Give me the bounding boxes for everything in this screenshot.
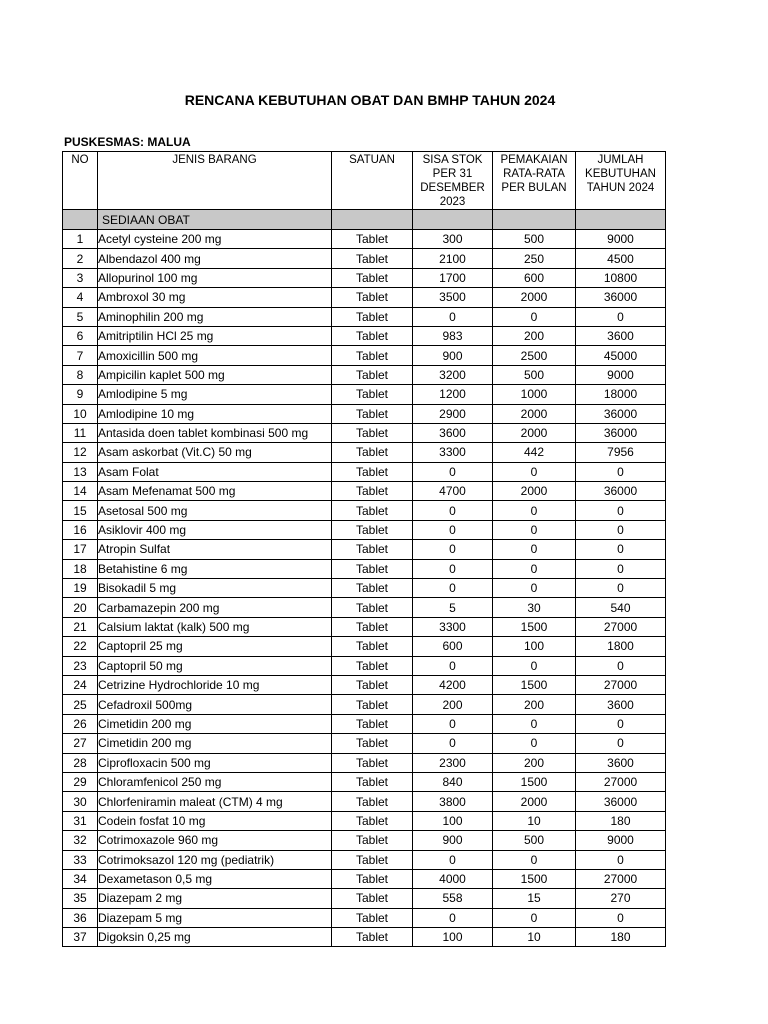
cell-satuan: Tablet	[332, 908, 413, 927]
table-row	[63, 482, 666, 501]
table-row	[63, 617, 666, 636]
cell-satuan: Tablet	[332, 617, 413, 636]
table-row	[63, 831, 666, 850]
cell-pemakaian: 1500	[493, 772, 576, 791]
cell-jumlah-kebutuhan: 4500	[576, 249, 666, 268]
cell-jumlah-kebutuhan: 0	[576, 501, 666, 520]
table-row	[63, 734, 666, 753]
cell-jumlah-kebutuhan: 0	[576, 908, 666, 927]
cell-sisa-stok: 0	[413, 908, 493, 927]
cell-name: Albendazol 400 mg	[98, 249, 332, 268]
cell-name: Cimetidin 200 mg	[98, 734, 332, 753]
table-row	[63, 928, 666, 947]
cell-name: Antasida doen tablet kombinasi 500 mg	[98, 423, 332, 442]
section-label: SEDIAAN OBAT	[98, 210, 332, 230]
cell-no: 19	[63, 579, 98, 598]
table-row	[63, 326, 666, 345]
cell-sisa-stok: 0	[413, 734, 493, 753]
cell-satuan: Tablet	[332, 753, 413, 772]
cell-no: 36	[63, 908, 98, 927]
cell-sisa-stok: 900	[413, 831, 493, 850]
cell-no: 14	[63, 482, 98, 501]
cell-satuan: Tablet	[332, 850, 413, 869]
cell-name: Amoxicillin 500 mg	[98, 346, 332, 365]
cell-jumlah-kebutuhan: 7956	[576, 443, 666, 462]
cell-sisa-stok: 100	[413, 928, 493, 947]
cell-no: 17	[63, 540, 98, 559]
cell-name: Cetrizine Hydrochloride 10 mg	[98, 675, 332, 694]
cell-pemakaian: 1500	[493, 617, 576, 636]
cell-sisa-stok: 2300	[413, 753, 493, 772]
cell-name: Ciprofloxacin 500 mg	[98, 753, 332, 772]
cell-no: 7	[63, 346, 98, 365]
table-row	[63, 230, 666, 249]
cell-sisa-stok: 0	[413, 307, 493, 326]
cell-pemakaian: 2000	[493, 482, 576, 501]
cell-satuan: Tablet	[332, 928, 413, 947]
cell-no: 8	[63, 365, 98, 384]
cell-no: 21	[63, 617, 98, 636]
table-row	[63, 346, 666, 365]
cell-pemakaian: 2000	[493, 404, 576, 423]
cell-name: Diazepam 5 mg	[98, 908, 332, 927]
cell-no: 10	[63, 404, 98, 423]
cell-name: Codein fosfat 10 mg	[98, 811, 332, 830]
table-row	[63, 598, 666, 617]
cell-pemakaian: 2500	[493, 346, 576, 365]
cell-name: Asam askorbat (Vit.C) 50 mg	[98, 443, 332, 462]
cell-satuan: Tablet	[332, 831, 413, 850]
cell-jumlah-kebutuhan: 0	[576, 579, 666, 598]
cell-name: Cimetidin 200 mg	[98, 714, 332, 733]
cell-jumlah-kebutuhan: 0	[576, 520, 666, 539]
cell-name: Asam Folat	[98, 462, 332, 481]
cell-pemakaian: 500	[493, 230, 576, 249]
table-row	[63, 908, 666, 927]
cell-satuan: Tablet	[332, 404, 413, 423]
cell-sisa-stok: 3500	[413, 288, 493, 307]
cell-sisa-stok: 0	[413, 540, 493, 559]
cell-name: Amlodipine 10 mg	[98, 404, 332, 423]
table-row	[63, 792, 666, 811]
cell-sisa-stok: 4700	[413, 482, 493, 501]
cell-sisa-stok: 600	[413, 637, 493, 656]
table-row	[63, 249, 666, 268]
table-row	[63, 462, 666, 481]
cell-sisa-stok: 900	[413, 346, 493, 365]
cell-no: 16	[63, 520, 98, 539]
cell-satuan: Tablet	[332, 772, 413, 791]
cell-jumlah-kebutuhan: 270	[576, 889, 666, 908]
cell-satuan: Tablet	[332, 326, 413, 345]
cell-satuan: Tablet	[332, 520, 413, 539]
cell-pemakaian: 500	[493, 831, 576, 850]
header-jenis-barang: JENIS BARANG	[98, 152, 332, 210]
cell-jumlah-kebutuhan: 0	[576, 540, 666, 559]
cell-pemakaian: 200	[493, 695, 576, 714]
cell-sisa-stok: 0	[413, 579, 493, 598]
cell-name: Diazepam 2 mg	[98, 889, 332, 908]
drug-requirements-table	[62, 151, 666, 947]
header-no: NO	[63, 152, 98, 210]
cell-pemakaian: 0	[493, 579, 576, 598]
cell-no: 22	[63, 637, 98, 656]
cell-no: 9	[63, 385, 98, 404]
cell-satuan: Tablet	[332, 346, 413, 365]
cell-jumlah-kebutuhan: 9000	[576, 831, 666, 850]
section-empty-cell	[576, 210, 666, 230]
cell-sisa-stok: 3200	[413, 365, 493, 384]
cell-jumlah-kebutuhan: 540	[576, 598, 666, 617]
table-row	[63, 365, 666, 384]
cell-jumlah-kebutuhan: 0	[576, 734, 666, 753]
cell-sisa-stok: 0	[413, 656, 493, 675]
cell-name: Asam Mefenamat 500 mg	[98, 482, 332, 501]
cell-jumlah-kebutuhan: 27000	[576, 772, 666, 791]
section-empty-cell	[413, 210, 493, 230]
table-row	[63, 772, 666, 791]
cell-sisa-stok: 558	[413, 889, 493, 908]
cell-jumlah-kebutuhan: 0	[576, 307, 666, 326]
cell-no: 28	[63, 753, 98, 772]
cell-sisa-stok: 100	[413, 811, 493, 830]
cell-satuan: Tablet	[332, 443, 413, 462]
cell-sisa-stok: 2900	[413, 404, 493, 423]
cell-pemakaian: 1500	[493, 675, 576, 694]
cell-jumlah-kebutuhan: 27000	[576, 675, 666, 694]
table-row	[63, 540, 666, 559]
table-row	[63, 443, 666, 462]
cell-jumlah-kebutuhan: 0	[576, 714, 666, 733]
cell-pemakaian: 0	[493, 559, 576, 578]
cell-no: 25	[63, 695, 98, 714]
cell-jumlah-kebutuhan: 3600	[576, 753, 666, 772]
header-jumlah-kebutuhan: JUMLAH KEBUTUHAN TAHUN 2024	[576, 152, 666, 210]
cell-name: Bisokadil 5 mg	[98, 579, 332, 598]
section-empty-cell	[493, 210, 576, 230]
cell-jumlah-kebutuhan: 18000	[576, 385, 666, 404]
cell-sisa-stok: 0	[413, 520, 493, 539]
table-row	[63, 889, 666, 908]
cell-jumlah-kebutuhan: 3600	[576, 326, 666, 345]
table-row	[63, 501, 666, 520]
cell-satuan: Tablet	[332, 734, 413, 753]
cell-name: Digoksin 0,25 mg	[98, 928, 332, 947]
section-row	[63, 210, 666, 230]
cell-sisa-stok: 1200	[413, 385, 493, 404]
cell-no: 11	[63, 423, 98, 442]
cell-sisa-stok: 300	[413, 230, 493, 249]
cell-name: Chloramfenicol 250 mg	[98, 772, 332, 791]
cell-sisa-stok: 3300	[413, 443, 493, 462]
cell-no: 34	[63, 869, 98, 888]
cell-jumlah-kebutuhan: 36000	[576, 482, 666, 501]
cell-pemakaian: 0	[493, 714, 576, 733]
cell-no: 20	[63, 598, 98, 617]
cell-pemakaian: 200	[493, 753, 576, 772]
cell-pemakaian: 0	[493, 908, 576, 927]
section-empty-cell	[63, 210, 98, 230]
cell-no: 18	[63, 559, 98, 578]
cell-satuan: Tablet	[332, 714, 413, 733]
table-row	[63, 423, 666, 442]
cell-satuan: Tablet	[332, 307, 413, 326]
cell-sisa-stok: 0	[413, 501, 493, 520]
cell-pemakaian: 442	[493, 443, 576, 462]
cell-jumlah-kebutuhan: 9000	[576, 365, 666, 384]
table-header-row	[63, 152, 666, 210]
table-row	[63, 307, 666, 326]
cell-pemakaian: 0	[493, 462, 576, 481]
cell-pemakaian: 0	[493, 520, 576, 539]
table-row	[63, 385, 666, 404]
cell-jumlah-kebutuhan: 1800	[576, 637, 666, 656]
header-sisa-stok: SISA STOK PER 31 DESEMBER 2023	[413, 152, 493, 210]
cell-name: Cotrimoxazole 960 mg	[98, 831, 332, 850]
cell-no: 3	[63, 268, 98, 287]
cell-no: 32	[63, 831, 98, 850]
cell-sisa-stok: 840	[413, 772, 493, 791]
cell-pemakaian: 250	[493, 249, 576, 268]
cell-jumlah-kebutuhan: 36000	[576, 404, 666, 423]
cell-no: 26	[63, 714, 98, 733]
cell-name: Asiklovir 400 mg	[98, 520, 332, 539]
table-row	[63, 288, 666, 307]
cell-satuan: Tablet	[332, 540, 413, 559]
cell-no: 27	[63, 734, 98, 753]
table-row	[63, 656, 666, 675]
cell-no: 15	[63, 501, 98, 520]
cell-pemakaian: 0	[493, 540, 576, 559]
table-row	[63, 695, 666, 714]
cell-satuan: Tablet	[332, 423, 413, 442]
cell-no: 1	[63, 230, 98, 249]
cell-name: Chlorfeniramin maleat (CTM) 4 mg	[98, 792, 332, 811]
cell-sisa-stok: 200	[413, 695, 493, 714]
cell-no: 31	[63, 811, 98, 830]
cell-name: Carbamazepin 200 mg	[98, 598, 332, 617]
cell-name: Atropin Sulfat	[98, 540, 332, 559]
cell-pemakaian: 10	[493, 928, 576, 947]
cell-satuan: Tablet	[332, 462, 413, 481]
cell-satuan: Tablet	[332, 385, 413, 404]
cell-pemakaian: 30	[493, 598, 576, 617]
cell-no: 23	[63, 656, 98, 675]
cell-pemakaian: 0	[493, 501, 576, 520]
cell-name: Captopril 50 mg	[98, 656, 332, 675]
cell-satuan: Tablet	[332, 656, 413, 675]
cell-pemakaian: 1500	[493, 869, 576, 888]
cell-jumlah-kebutuhan: 10800	[576, 268, 666, 287]
cell-pemakaian: 0	[493, 656, 576, 675]
cell-satuan: Tablet	[332, 675, 413, 694]
cell-sisa-stok: 0	[413, 559, 493, 578]
table-row	[63, 753, 666, 772]
cell-name: Captopril 25 mg	[98, 637, 332, 656]
table-row	[63, 559, 666, 578]
cell-no: 29	[63, 772, 98, 791]
cell-jumlah-kebutuhan: 45000	[576, 346, 666, 365]
cell-sisa-stok: 2100	[413, 249, 493, 268]
cell-sisa-stok: 3800	[413, 792, 493, 811]
cell-no: 37	[63, 928, 98, 947]
cell-pemakaian: 15	[493, 889, 576, 908]
cell-no: 6	[63, 326, 98, 345]
cell-satuan: Tablet	[332, 811, 413, 830]
cell-no: 12	[63, 443, 98, 462]
cell-name: Allopurinol 100 mg	[98, 268, 332, 287]
cell-satuan: Tablet	[332, 365, 413, 384]
cell-no: 4	[63, 288, 98, 307]
cell-pemakaian: 2000	[493, 792, 576, 811]
cell-no: 13	[63, 462, 98, 481]
cell-satuan: Tablet	[332, 695, 413, 714]
cell-pemakaian: 10	[493, 811, 576, 830]
cell-pemakaian: 1000	[493, 385, 576, 404]
cell-name: Cotrimoksazol 120 mg (pediatrik)	[98, 850, 332, 869]
cell-satuan: Tablet	[332, 230, 413, 249]
cell-no: 30	[63, 792, 98, 811]
table-row	[63, 268, 666, 287]
table-row	[63, 637, 666, 656]
cell-sisa-stok: 0	[413, 850, 493, 869]
cell-jumlah-kebutuhan: 27000	[576, 869, 666, 888]
table-row	[63, 579, 666, 598]
table-row	[63, 869, 666, 888]
header-satuan: SATUAN	[332, 152, 413, 210]
cell-satuan: Tablet	[332, 598, 413, 617]
cell-name: Acetyl cysteine 200 mg	[98, 230, 332, 249]
cell-sisa-stok: 5	[413, 598, 493, 617]
cell-satuan: Tablet	[332, 559, 413, 578]
cell-jumlah-kebutuhan: 0	[576, 850, 666, 869]
cell-satuan: Tablet	[332, 482, 413, 501]
cell-name: Amitriptilin HCl 25 mg	[98, 326, 332, 345]
cell-jumlah-kebutuhan: 3600	[576, 695, 666, 714]
cell-sisa-stok: 4000	[413, 869, 493, 888]
cell-satuan: Tablet	[332, 637, 413, 656]
cell-pemakaian: 0	[493, 307, 576, 326]
header-pemakaian: PEMAKAIAN RATA-RATA PER BULAN	[493, 152, 576, 210]
cell-name: Ambroxol 30 mg	[98, 288, 332, 307]
cell-pemakaian: 600	[493, 268, 576, 287]
cell-satuan: Tablet	[332, 579, 413, 598]
cell-jumlah-kebutuhan: 27000	[576, 617, 666, 636]
puskesmas-label: PUSKESMAS: MALUA	[64, 135, 191, 149]
cell-no: 24	[63, 675, 98, 694]
cell-pemakaian: 500	[493, 365, 576, 384]
cell-satuan: Tablet	[332, 249, 413, 268]
table-row	[63, 811, 666, 830]
cell-pemakaian: 2000	[493, 423, 576, 442]
cell-pemakaian: 0	[493, 850, 576, 869]
cell-jumlah-kebutuhan: 0	[576, 656, 666, 675]
cell-sisa-stok: 1700	[413, 268, 493, 287]
cell-sisa-stok: 3300	[413, 617, 493, 636]
cell-sisa-stok: 0	[413, 462, 493, 481]
cell-satuan: Tablet	[332, 869, 413, 888]
cell-no: 35	[63, 889, 98, 908]
cell-jumlah-kebutuhan: 180	[576, 811, 666, 830]
cell-name: Amlodipine 5 mg	[98, 385, 332, 404]
cell-name: Betahistine 6 mg	[98, 559, 332, 578]
cell-jumlah-kebutuhan: 36000	[576, 288, 666, 307]
cell-no: 5	[63, 307, 98, 326]
cell-sisa-stok: 3600	[413, 423, 493, 442]
table-row	[63, 520, 666, 539]
cell-no: 2	[63, 249, 98, 268]
cell-jumlah-kebutuhan: 0	[576, 462, 666, 481]
cell-pemakaian: 0	[493, 734, 576, 753]
table-row	[63, 714, 666, 733]
cell-satuan: Tablet	[332, 889, 413, 908]
cell-jumlah-kebutuhan: 36000	[576, 423, 666, 442]
cell-jumlah-kebutuhan: 36000	[576, 792, 666, 811]
cell-satuan: Tablet	[332, 792, 413, 811]
cell-satuan: Tablet	[332, 268, 413, 287]
cell-jumlah-kebutuhan: 180	[576, 928, 666, 947]
cell-name: Aminophilin 200 mg	[98, 307, 332, 326]
cell-name: Asetosal 500 mg	[98, 501, 332, 520]
cell-name: Cefadroxil 500mg	[98, 695, 332, 714]
cell-name: Dexametason 0,5 mg	[98, 869, 332, 888]
cell-sisa-stok: 0	[413, 714, 493, 733]
cell-sisa-stok: 983	[413, 326, 493, 345]
section-empty-cell	[332, 210, 413, 230]
cell-satuan: Tablet	[332, 501, 413, 520]
cell-no: 33	[63, 850, 98, 869]
table-row	[63, 404, 666, 423]
document-title: RENCANA KEBUTUHAN OBAT DAN BMHP TAHUN 2024	[184, 92, 556, 108]
cell-pemakaian: 2000	[493, 288, 576, 307]
table-row	[63, 850, 666, 869]
cell-pemakaian: 200	[493, 326, 576, 345]
cell-satuan: Tablet	[332, 288, 413, 307]
cell-sisa-stok: 4200	[413, 675, 493, 694]
table-row	[63, 675, 666, 694]
cell-jumlah-kebutuhan: 9000	[576, 230, 666, 249]
cell-name: Calsium laktat (kalk) 500 mg	[98, 617, 332, 636]
cell-jumlah-kebutuhan: 0	[576, 559, 666, 578]
cell-pemakaian: 100	[493, 637, 576, 656]
cell-name: Ampicilin kaplet 500 mg	[98, 365, 332, 384]
